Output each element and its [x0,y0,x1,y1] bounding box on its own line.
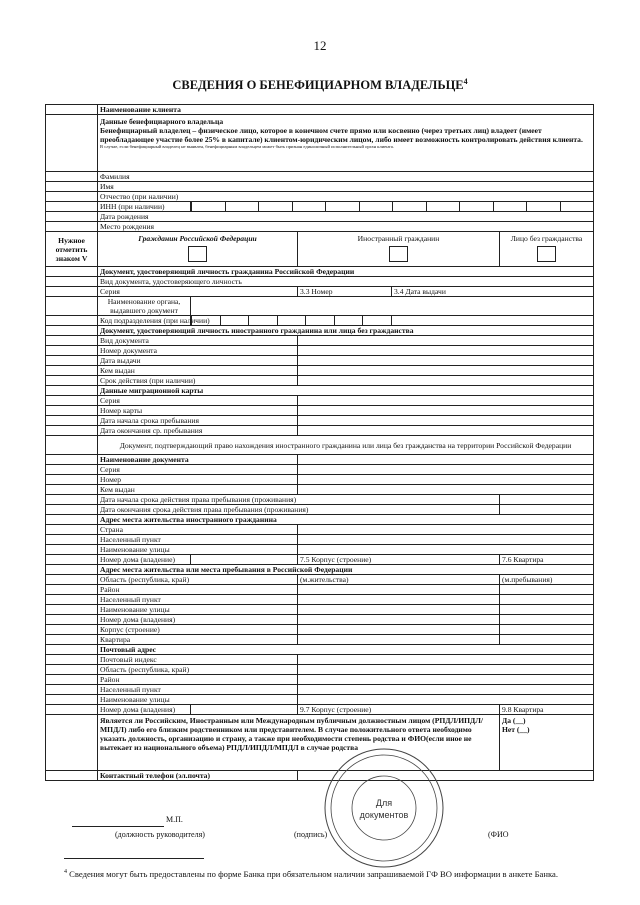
contact-phone-label: Контактный телефон (эл.почта) [98,771,298,781]
ra-residence-label: (м.жительства) [298,575,500,585]
ra-stay-label: (м.пребывания) [500,575,594,585]
fa-building-label: 7.5 Корпус (строение) [298,555,500,565]
migration-header: Данные миграционной карты [98,386,594,396]
migration-start-label: Дата начала срока пребывания [98,416,298,426]
pep-question: Является ли Российским, Иностранным или Международным публичным должностным лицом (РПДЛ/ИПДЛ/МПДЛ) либо его близким родственником или представителем. В случае положительного ответа необходимо указать должность, организацию и страну, а также при необходимости степень родства и ФИО(если иное не вытекает из национального объема) РПДЛ/ИПДЛ/МПДЛ в случае родства [98,715,500,771]
ra-building-label: Корпус (строение) [98,625,298,635]
ra-region-label: Область (республика, край) [98,575,298,585]
residence-start-label: Дата начала срока действия права пребывания (проживания) [98,495,500,505]
migration-end-label: Дата окончания ср. пребывания [98,426,298,436]
bo-header: Данные бенефициарного владельца [100,117,224,126]
postal-header: Почтовый адрес [98,645,594,655]
pa-locality-label: Населенный пункт [98,685,298,695]
footnote [64,867,604,880]
signature-caption: (подпись) [294,830,328,839]
bo-definition-row [46,115,594,172]
ra-apartment-label: Квартира [98,635,298,645]
foreign-validity-label: Срок действия (при наличии) [98,376,298,386]
stamp-place-label: М.П. [166,815,183,824]
ru-division-code-label: Код подразделения (при наличии) [98,316,191,326]
ra-locality-label: Населенный пункт [98,595,298,605]
foreign-address-header: Адрес места жительства иностранного гражданина [98,515,594,525]
ru-issuer-label: Наименование органа, выдавшего документ [98,297,191,316]
fa-street-label: Наименование улицы [98,545,298,555]
bo-definition: Бенефициарный владелец – физическое лицо, которое в конечном счете прямо или косвенно (через третьих лиц) владеет (имеет преобладающее участие более 25% в капитале) клиентом-юридическим лицом, либо имеет возможность контролировать действия клиента. [100,126,583,144]
mark-label: Нужное отметить знаком V [46,232,98,267]
name-label: Имя [98,182,594,192]
title-footnote-marker: 4 [463,77,468,86]
foreign-issuer-label: Кем выдан [98,366,298,376]
pa-district-label: Район [98,675,298,685]
bo-note: В случае, если бенефициарный владелец не выявлен, бенефициарным владельцем может быть признан единоличный исполнительный орган клиента. [100,144,394,149]
residence-number-label: Номер [98,475,298,485]
residence-issuer-label: Кем выдан [98,485,298,495]
pa-apartment-label: 9.8 Квартира [500,705,594,715]
stamp-center-line1: Для [375,798,393,808]
ru-series-label: Серия [98,287,298,297]
migration-number-label: Номер карты [98,406,298,416]
ru-doc-header: Документ, удостоверяющий личность гражданина Российской Федерации [98,267,594,277]
pa-house-label: Номер дома (владения) [98,705,191,715]
pep-yes-option[interactable]: Да (__) [502,716,526,725]
status-stateless-label: Лицо без гражданства [510,234,583,243]
ru-issue-date-label: 3.4 Дата выдачи [392,287,594,297]
page-number: 12 [313,38,327,53]
division-code-cells[interactable] [191,316,392,326]
ra-house-label: Номер дома (владения) [98,615,298,625]
status-foreign-label: Иностранный гражданин [357,234,440,243]
residence-end-label: Дата окончания срока действия права пребывания (проживания) [98,505,500,515]
pep-row [46,715,594,771]
fa-house-label: Номер дома (владение) [98,555,191,565]
ru-number-label: 3.3 Номер [298,287,392,297]
page-title: СВЕДЕНИЯ О БЕНЕФИЦИАРНОМ ВЛАДЕЛЬЦЕ$^4$ [172,77,468,93]
stamp-center-line2: документов [359,810,409,820]
pa-index-label: Почтовый индекс [98,655,298,665]
client-name-label: Наименование клиента [98,105,594,115]
birth-place-label: Место рождения [98,222,594,232]
ra-street-label: Наименование улицы [98,605,298,615]
inn-digit-cells[interactable] [191,202,594,212]
beneficiary-form-table [45,104,594,781]
foreign-doc-header: Документ, удостоверяющий личность иностранного гражданина или лица без гражданства [98,326,594,336]
footnote-marker: 4 [64,869,67,875]
fa-locality-label: Населенный пункт [98,535,298,545]
migration-series-label: Серия [98,396,298,406]
residence-doc-header: Документ, подтверждающий право нахождения иностранного гражданина или лица без гражданства на территории Российской Федерации [98,436,594,455]
status-stateless-checkbox[interactable] [537,246,556,262]
birth-date-label: Дата рождения [98,212,594,222]
head-position-caption: (должность руководителя) [115,830,205,839]
foreign-issue-date-label: Дата выдачи [98,356,298,366]
round-stamp-image [322,746,446,870]
citizenship-row [46,232,594,267]
ra-district-label: Район [98,585,298,595]
fa-apartment-label: 7.6 Квартира [500,555,594,565]
ru-address-header: Адрес места жительства или места пребывания в Российской Федерации [98,565,594,575]
pa-building-label: 9.7 Корпус (строение) [298,705,500,715]
residence-series-label: Серия [98,465,298,475]
foreign-doc-type-label: Вид документа [98,336,298,346]
fa-country-label: Страна [98,525,298,535]
ru-doc-type-label: Вид документа, удостоверяющего личность [98,277,594,287]
footnote-text: Сведения могут быть предоставлены по форме Банка при обязательном наличии запрашиваемой ГФ ВО информации в анкете Банка. [69,868,558,879]
inn-label: ИНН (при наличии) [98,202,191,212]
footnote-separator [64,858,204,859]
patronymic-label: Отчество (при наличии) [98,192,594,202]
status-foreign-checkbox[interactable] [389,246,408,262]
status-ru-label: Гражданин Российской Федерации [138,234,257,243]
residence-doc-name-label: Наименование документа [98,455,298,465]
pa-region-label: Область (республика, край) [98,665,298,675]
pep-no-option[interactable]: Нет (__) [502,725,530,734]
foreign-doc-number-label: Номер документа [98,346,298,356]
head-position-line[interactable] [72,815,164,827]
pa-street-label: Наименование улицы [98,695,298,705]
surname-label: Фамилия [98,172,594,182]
fio-caption: (ФИО [488,830,509,839]
status-ru-checkbox[interactable] [188,246,207,262]
